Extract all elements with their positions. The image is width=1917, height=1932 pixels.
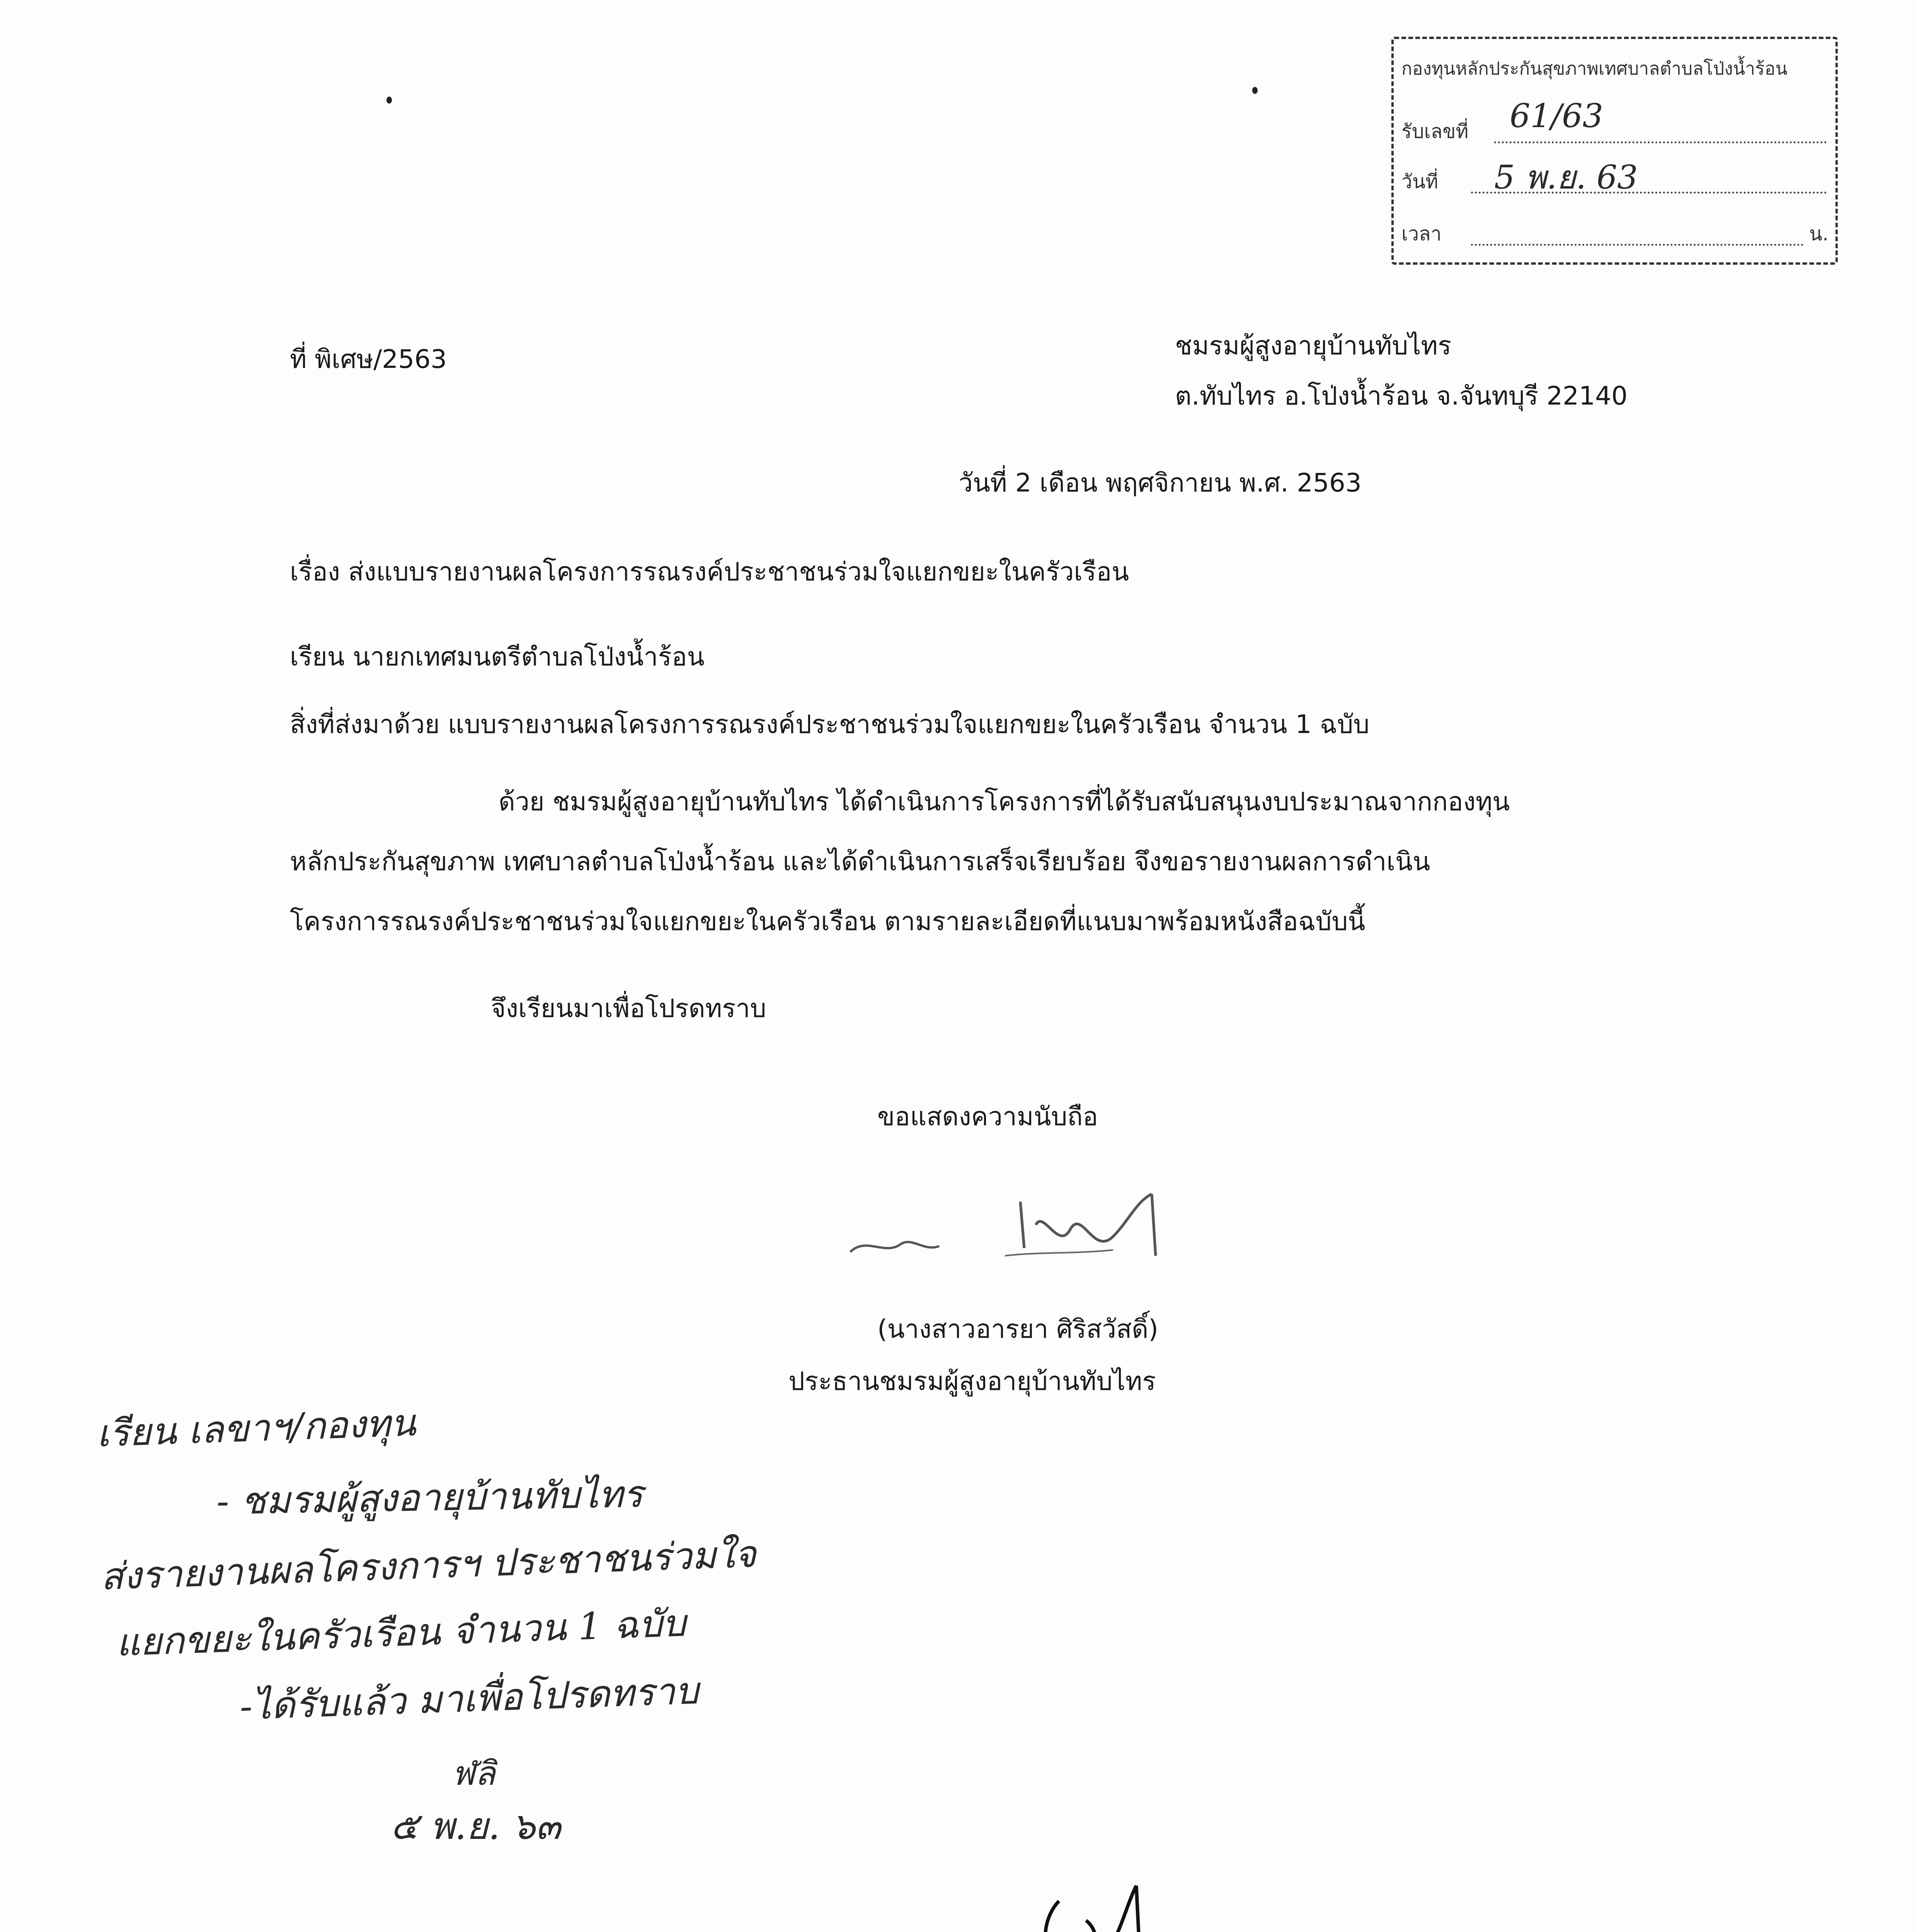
scan-speck xyxy=(1252,87,1258,94)
handwritten-note-line-4: แยกขยะในครัวเรือน จำนวน 1 ฉบับ xyxy=(115,1601,687,1665)
body-paragraph-line-2: หลักประกันสุขภาพ เทศบาลตำบลโป่งน้ำร้อน และได้ดำเนินการเสร็จเรียบร้อย จึงขอรายงานผลการดำเนิน xyxy=(290,847,1430,876)
handwritten-note-line-2: - ชมรมผู้สูงอายุบ้านทับไทร xyxy=(216,1472,644,1523)
sender-org-address: ต.ทับไทร อ.โป่งน้ำร้อน จ.จันทบุรี 22140 xyxy=(1175,381,1628,411)
scan-speck xyxy=(386,97,392,104)
closing-request: จึงเรียนมาเพื่อโปรดทราบ xyxy=(491,993,766,1023)
sender-signature xyxy=(843,1179,1268,1275)
letter-subject: เรื่อง ส่งแบบรายงานผลโครงการรณรงค์ประชาชนร่วมใจแยกขยะในครัวเรือน xyxy=(290,557,1129,587)
stamp-recv-no-value: 61/63 xyxy=(1510,97,1604,135)
stamp-time-label: เวลา xyxy=(1401,223,1442,245)
sender-name: (นางสาวอารยา ศิริสวัสดิ์) xyxy=(877,1314,1158,1344)
stamp-time-suffix: น. xyxy=(1809,223,1829,245)
handwritten-note-line-5: -ได้รับแล้ว มาเพื่อโปรดทราบ xyxy=(239,1669,700,1728)
letter-recipient: เรียน นายกเทศมนตรีตำบลโป่งน้ำร้อน xyxy=(290,642,705,672)
stamp-recv-no-label: รับเลขที่ xyxy=(1401,120,1469,143)
stamp-title: กองทุนหลักประกันสุขภาพเทศบาลตำบลโป่งน้ำร้อน xyxy=(1401,58,1788,79)
handwritten-note-line-3: ส่งรายงานผลโครงการฯ ประชาชนร่วมใจ xyxy=(100,1532,757,1599)
handwritten-note-initials: ฬลิ xyxy=(452,1754,495,1793)
letter-enclosure: สิ่งที่ส่งมาด้วย แบบรายงานผลโครงการรณรงค์ประชาชนร่วมใจแยกขยะในครัวเรือน จำนวน 1 ฉบับ xyxy=(290,709,1370,739)
secretary-signature xyxy=(1028,1878,1268,1932)
letter-date: วันที่ 2 เดือน พฤศจิกายน พ.ศ. 2563 xyxy=(958,468,1362,498)
handwritten-note-date: ๕ พ.ย. ๖๓ xyxy=(390,1804,561,1848)
reference-number: ที่ พิเศษ/2563 xyxy=(290,344,447,374)
receipt-stamp xyxy=(1391,37,1838,265)
body-paragraph-line-3: โครงการรณรงค์ประชาชนร่วมใจแยกขยะในครัวเรือน ตามรายละเอียดที่แนบมาพร้อมหนังสือฉบับนี้ xyxy=(290,906,1365,936)
sender-title: ประธานชมรมผู้สูงอายุบ้านทับไทร xyxy=(788,1366,1156,1396)
stamp-date-label: วันที่ xyxy=(1401,170,1439,193)
complimentary-close: ขอแสดงความนับถือ xyxy=(877,1102,1098,1131)
stamp-recv-no-dots xyxy=(1494,141,1827,143)
handwritten-note-line-1: เรียน เลขาฯ/กองทุน xyxy=(96,1401,417,1456)
sender-org-name: ชมรมผู้สูงอายุบ้านทับไทร xyxy=(1175,331,1452,361)
stamp-date-value: 5 พ.ย. 63 xyxy=(1494,158,1638,196)
body-paragraph-line-1: ด้วย ชมรมผู้สูงอายุบ้านทับไทร ได้ดำเนินการโครงการที่ได้รับสนับสนุนงบประมาณจากกองทุน xyxy=(499,787,1510,816)
stamp-time-dots xyxy=(1471,244,1803,246)
